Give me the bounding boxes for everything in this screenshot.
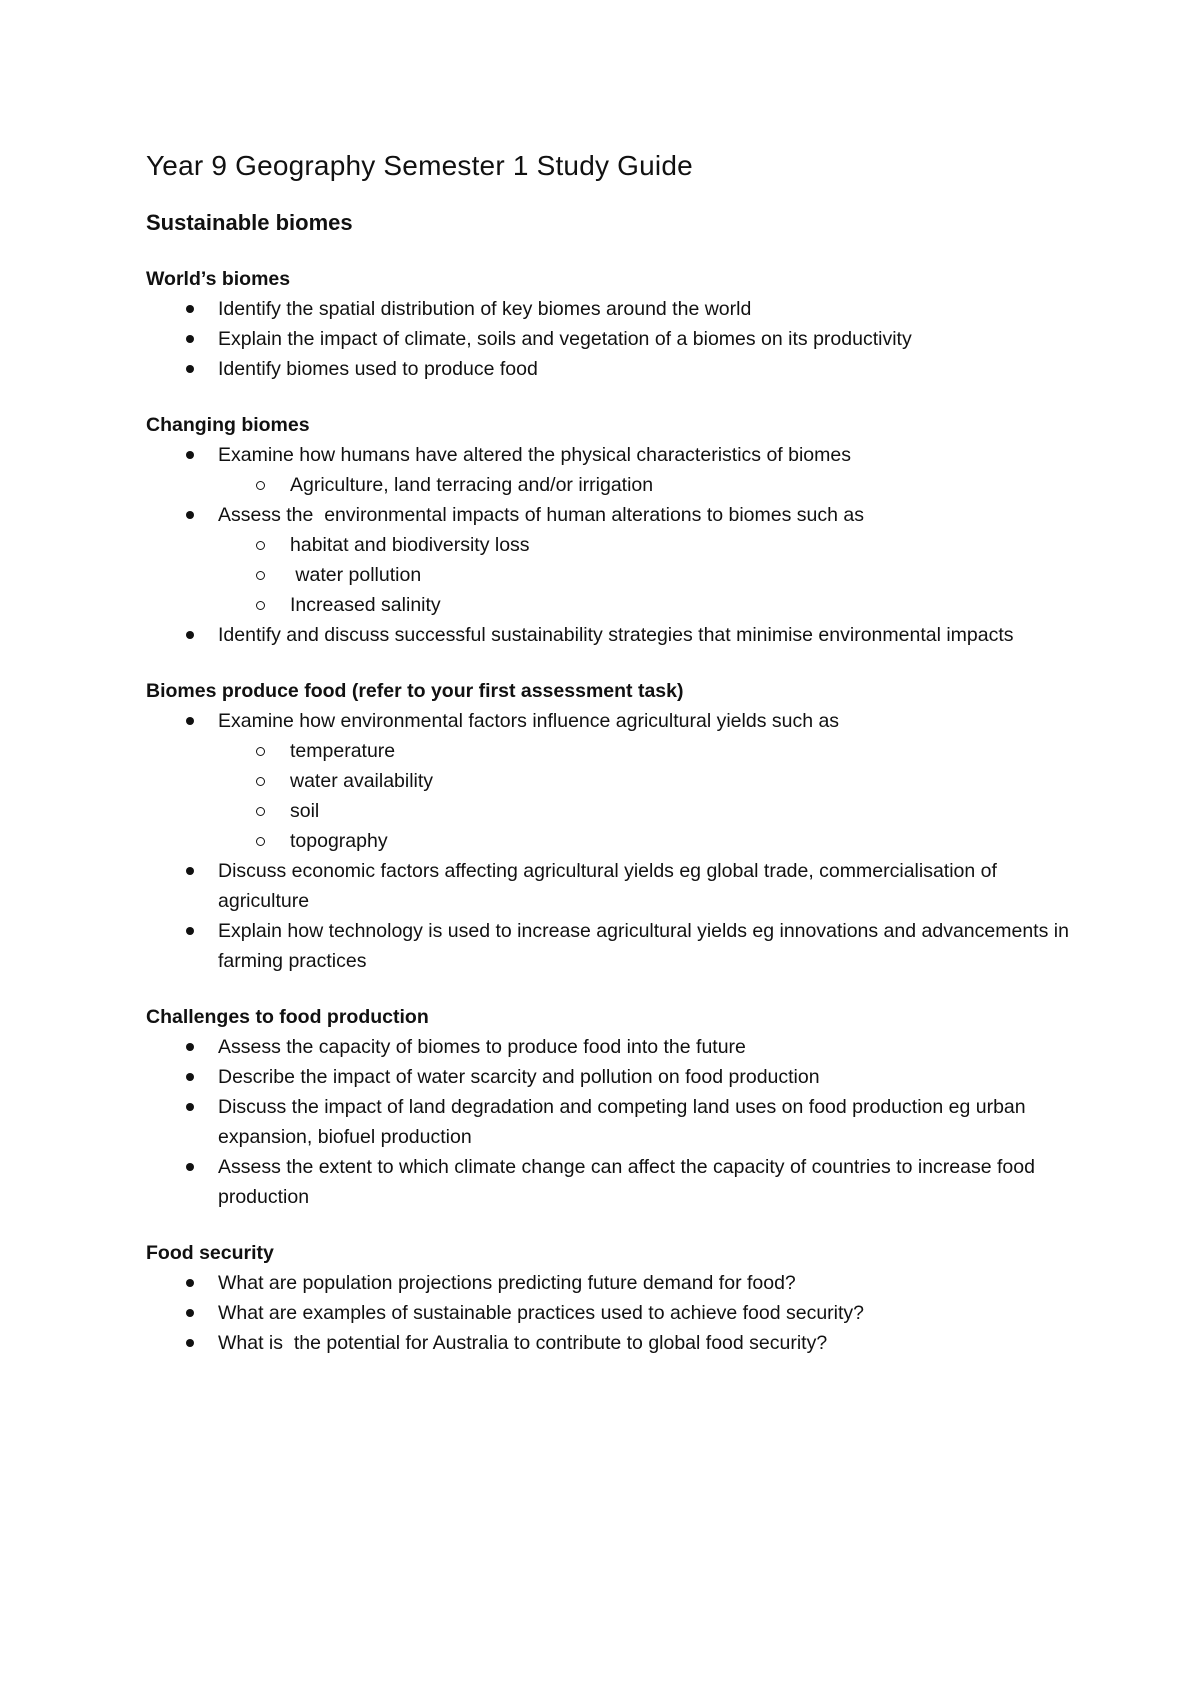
bullet-item [146,324,1076,354]
bullet-text: Assess the extent to which climate change can affect the capacity of countries to increase food production [218,1156,1041,1208]
hollow-circle-bullet-icon [256,747,265,756]
bullet-item [146,1268,1076,1298]
bullet-dot-icon [186,717,194,725]
bullet-text: What are examples of sustainable practices used to achieve food security? [218,1302,865,1324]
bullet-text: Identify and discuss successful sustainability strategies that minimise environmental impacts [218,624,1014,646]
bullet-item [146,916,1076,976]
bullet-item [146,620,1076,650]
sub-bullet-list [146,736,1076,856]
bullet-dot-icon [186,927,194,935]
sub-bullet-item [218,826,1076,856]
bullet-text: Discuss economic factors affecting agricultural yields eg global trade, commercialisation of agriculture [218,860,1003,912]
topic-heading: Biomes produce food (refer to your first assessment task) [146,680,684,702]
bullet-dot-icon [186,305,194,313]
topic-section [146,264,1076,384]
hollow-circle-bullet-icon [256,481,265,490]
bullet-text: Identify biomes used to produce food [218,358,538,380]
topics-container [146,264,1076,1358]
bullet-item [146,1062,1076,1092]
bullet-item [146,354,1076,384]
bullet-item [146,294,1076,324]
sub-bullet-item [218,766,1076,796]
bullet-text: Examine how humans have altered the physical characteristics of biomes [218,444,851,466]
topic-section [146,1002,1076,1212]
sub-bullet-item [218,796,1076,826]
bullet-item [146,1298,1076,1328]
bullet-dot-icon [186,867,194,875]
sub-bullet-text: soil [290,800,320,822]
bullet-item [146,1032,1076,1062]
bullet-text: Examine how environmental factors influence agricultural yields such as [218,710,840,732]
document-title: Year 9 Geography Semester 1 Study Guide [146,150,693,181]
topic-heading: Challenges to food production [146,1006,429,1028]
topic-section [146,410,1076,650]
sub-bullet-text: water pollution [290,564,422,586]
hollow-circle-bullet-icon [256,777,265,786]
topic-heading: Food security [146,1242,274,1264]
bullet-text: Assess the environmental impacts of human alterations to biomes such as [218,504,864,526]
bullet-item [146,1152,1076,1212]
sub-bullet-list [146,530,1076,620]
hollow-circle-bullet-icon [256,807,265,816]
bullet-text: Identify the spatial distribution of key biomes around the world [218,298,752,320]
topic-heading: Changing biomes [146,414,310,436]
sub-bullet-text: water availability [290,770,434,792]
bullet-text: What is the potential for Australia to contribute to global food security? [218,1332,828,1354]
hollow-circle-bullet-icon [256,601,265,610]
bullet-text: Explain how technology is used to increase agricultural yields eg innovations and advancements in farming practices [218,920,1075,972]
bullet-list [146,706,1076,976]
bullet-dot-icon [186,631,194,639]
topic-section [146,676,1076,976]
section-title: Sustainable biomes [146,210,353,235]
bullet-dot-icon [186,335,194,343]
bullet-dot-icon [186,1309,194,1317]
bullet-dot-icon [186,1279,194,1287]
sub-bullet-text: Increased salinity [290,594,441,616]
sub-bullet-text: temperature [290,740,396,762]
bullet-text: What are population projections predicting future demand for food? [218,1272,796,1294]
sub-bullet-text: Agriculture, land terracing and/or irrigation [290,474,654,496]
bullet-dot-icon [186,365,194,373]
topic-heading: World’s biomes [146,268,291,290]
sub-bullet-text: topography [290,830,388,852]
bullet-dot-icon [186,511,194,519]
sub-bullet-list [146,470,1076,500]
bullet-item [146,706,1076,856]
bullet-item [146,440,1076,500]
sub-bullet-item [218,560,1076,590]
hollow-circle-bullet-icon [256,571,265,580]
sub-bullet-item [218,590,1076,620]
bullet-text: Discuss the impact of land degradation and competing land uses on food production eg urban expansion, biofuel production [218,1096,1032,1148]
bullet-item [146,1092,1076,1152]
bullet-text: Explain the impact of climate, soils and vegetation of a biomes on its productivity [218,328,912,350]
bullet-text: Assess the capacity of biomes to produce food into the future [218,1036,746,1058]
bullet-dot-icon [186,1103,194,1111]
sub-bullet-text: habitat and biodiversity loss [290,534,530,556]
bullet-list [146,294,1076,384]
topic-section [146,1238,1076,1358]
bullet-list [146,440,1076,650]
bullet-item [146,1328,1076,1358]
bullet-dot-icon [186,451,194,459]
hollow-circle-bullet-icon [256,541,265,550]
bullet-item [146,500,1076,620]
bullet-list [146,1268,1076,1358]
bullet-text: Describe the impact of water scarcity and pollution on food production [218,1066,820,1088]
bullet-list [146,1032,1076,1212]
sub-bullet-item [218,530,1076,560]
bullet-item [146,856,1076,916]
sub-bullet-item [218,470,1076,500]
bullet-dot-icon [186,1163,194,1171]
bullet-dot-icon [186,1073,194,1081]
bullet-dot-icon [186,1043,194,1051]
document-page [146,146,1076,1358]
hollow-circle-bullet-icon [256,837,265,846]
sub-bullet-item [218,736,1076,766]
bullet-dot-icon [186,1339,194,1347]
